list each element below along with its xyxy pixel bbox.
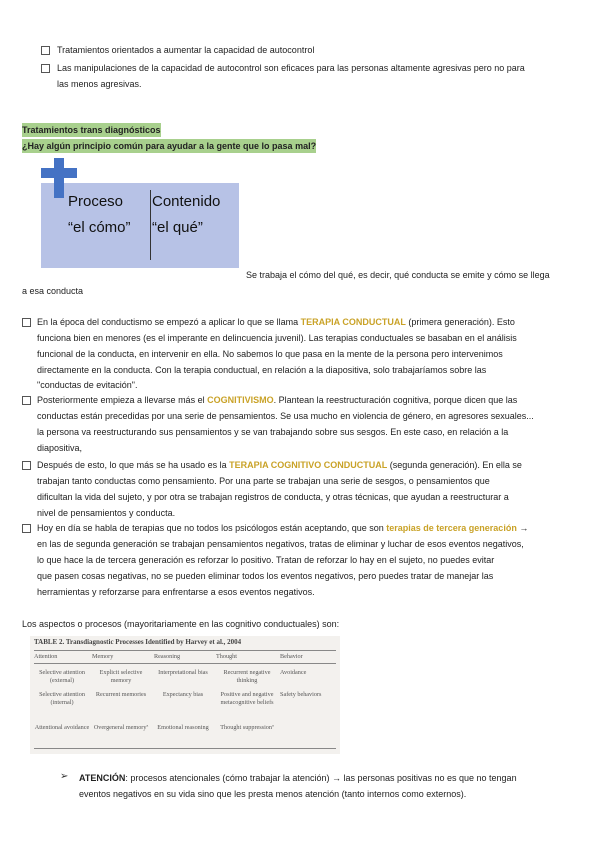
figure-caption-cont: a esa conducta bbox=[22, 286, 84, 296]
list-item-text: que pasen cosas negativas, no se pueden eliminar todos los eventos negativos, pero puedes tratar de manejar las bbox=[37, 571, 494, 581]
table-cell: Safety behaviors bbox=[280, 691, 322, 698]
table-cell: Expectancy bias bbox=[162, 691, 204, 698]
list-item-text: en las de segunda generación se trabajan pensamientos negativos, tratas de eliminar y luchar de esos eventos negativos, bbox=[37, 539, 524, 549]
table-rule bbox=[34, 650, 336, 651]
bullet-text: ATENCIÓN: procesos atencionales (cómo trabajar la atención) → las personas positivas no es que no tengan bbox=[79, 773, 517, 783]
table-cell: Recurrent memories bbox=[95, 691, 147, 698]
accent-term: TERAPIA COGNITIVO CONDUCTUAL bbox=[229, 460, 388, 470]
table-cell: Selective attention (external) bbox=[39, 669, 85, 684]
checkbox[interactable] bbox=[22, 396, 31, 405]
figure-left-title: Proceso bbox=[68, 193, 124, 210]
list-item-text: conductas están precedidas por una serie de pensamientos. Se usa mucho en violencia de género, en agresores sexuales... bbox=[37, 411, 534, 421]
list-item-text: las menos agresivas. bbox=[57, 79, 142, 89]
list-item-text: Después de esto, lo que más se ha usado es la TERAPIA COGNITIVO CONDUCTUAL (segunda generación). En ella se bbox=[37, 460, 522, 470]
checkbox[interactable] bbox=[41, 64, 50, 73]
table-cell: Selective attention (internal) bbox=[39, 691, 85, 706]
checkbox[interactable] bbox=[22, 524, 31, 533]
list-item-text: trabajan tanto conductas como pensamiento. Por una parte se trabajan una serie de sesgos, o pensamientos que bbox=[37, 476, 490, 486]
list-item-text: diapositiva, bbox=[37, 443, 83, 453]
arrow-bullet-icon: ➢ bbox=[60, 771, 69, 782]
list-item-text: Hoy en día se habla de terapias que no todos los psicólogos están aceptando, que son terapias de tercera generación → bbox=[37, 523, 529, 533]
list-item-text: "conductas de evitación". bbox=[37, 380, 138, 390]
transdiagnostic-table bbox=[30, 636, 340, 754]
table-cell: Explicit selective memory bbox=[99, 669, 143, 684]
list-item-text: dificultan la vida del sujeto, y por otra se trabajan registros de conducta, y otras técnicas, que ayudan a reestructurar a bbox=[37, 492, 509, 502]
checkbox[interactable] bbox=[22, 461, 31, 470]
table-header: Attention bbox=[34, 653, 58, 660]
bullet-text-cont: eventos negativos en su vida sino que les presta menos atención (tanto internos como externos). bbox=[79, 789, 467, 799]
list-item-text: herramientas y reforzarse para enfrentarse a esos eventos negativos. bbox=[37, 587, 315, 597]
table-cell: Overgeneral memoryª bbox=[93, 724, 149, 731]
plus-icon-vertical bbox=[54, 158, 64, 198]
table-caption: TABLE 2. Transdiagnostic Processes Identified by Harvey et al., 2004 bbox=[34, 638, 242, 646]
aspects-intro: Los aspectos o procesos (mayoritariamente en las cognitivo conductuales) son: bbox=[22, 619, 340, 629]
table-header: Memory bbox=[92, 653, 114, 660]
figure-right-sub: “el qué” bbox=[152, 219, 203, 236]
table-cell: Avoidance bbox=[280, 669, 307, 676]
list-item-text: En la época del conductismo se empezó a aplicar lo que se llama TERAPIA CONDUCTUAL (primera generación). Esto bbox=[37, 317, 515, 327]
accent-term: COGNITIVISMO bbox=[207, 395, 274, 405]
list-item-text: Las manipulaciones de la capacidad de autocontrol son eficaces para las personas altamente agresivas pero no para bbox=[57, 63, 525, 73]
table-cell: Thought suppressionª bbox=[220, 724, 274, 731]
table-cell: Emotional reasoning bbox=[157, 724, 209, 731]
accent-term: TERAPIA CONDUCTUAL bbox=[300, 317, 406, 327]
table-cell: Recurrent negative thinking bbox=[223, 669, 271, 684]
table-rule bbox=[34, 663, 336, 664]
list-item-text: funciona bien en menores (es el imperante en delincuencia juvenil). Las terapias conductuales se basaban en el análisis bbox=[37, 333, 517, 343]
accent-term: terapias de tercera generación bbox=[386, 523, 517, 533]
table-header: Behavior bbox=[280, 653, 303, 660]
bullet-label: ATENCIÓN bbox=[79, 773, 126, 783]
list-item-text: la persona va reestructurando sus pensamientos y se van trabajando sobre sus sesgos. En este caso, en relación a la bbox=[37, 427, 509, 437]
list-item-text: funcional de la conducta, en intervenir en ella. No sabemos lo que pasa en la mente de la persona pero intervenimos bbox=[37, 349, 503, 359]
checkbox[interactable] bbox=[22, 318, 31, 327]
figure-caption: Se trabaja el cómo del qué, es decir, qué conducta se emite y cómo se llega bbox=[246, 270, 550, 280]
section-question: ¿Hay algún principio común para ayudar a la gente que lo pasa mal? bbox=[22, 141, 317, 151]
table-header: Thought bbox=[216, 653, 237, 660]
figure-right-title: Contenido bbox=[152, 193, 221, 210]
list-item-text: Tratamientos orientados a aumentar la capacidad de autocontrol bbox=[57, 45, 315, 55]
table-cell: Attentional avoidance bbox=[34, 724, 90, 731]
table-header: Reasoning bbox=[154, 653, 181, 660]
table-cell: Positive and negative metacognitive beliefs bbox=[220, 691, 274, 706]
list-item-text: directamente en la conducta. Con la terapia conductual, en relación a la diapositiva, solo trabajaríamos sobre las bbox=[37, 365, 487, 375]
figure-left-sub: “el cómo” bbox=[68, 219, 131, 236]
checkbox[interactable] bbox=[41, 46, 50, 55]
list-item-text: nivel de pensamientos y conducta. bbox=[37, 508, 176, 518]
list-item-text: Posteriormente empieza a llevarse más el COGNITIVISMO. Plantean la reestructuración cognitiva, porque dicen que las bbox=[37, 395, 518, 405]
section-heading: Tratamientos trans diagnósticos bbox=[22, 125, 161, 135]
list-item-text: lo que hace la de tercera generación es reforzar lo positivo. Tratan de reforzar lo hay en el sujeto, no puedes evitar bbox=[37, 555, 495, 565]
table-cell: Interpretational bias bbox=[158, 669, 208, 676]
figure-divider bbox=[150, 190, 151, 260]
table-rule bbox=[34, 748, 336, 749]
